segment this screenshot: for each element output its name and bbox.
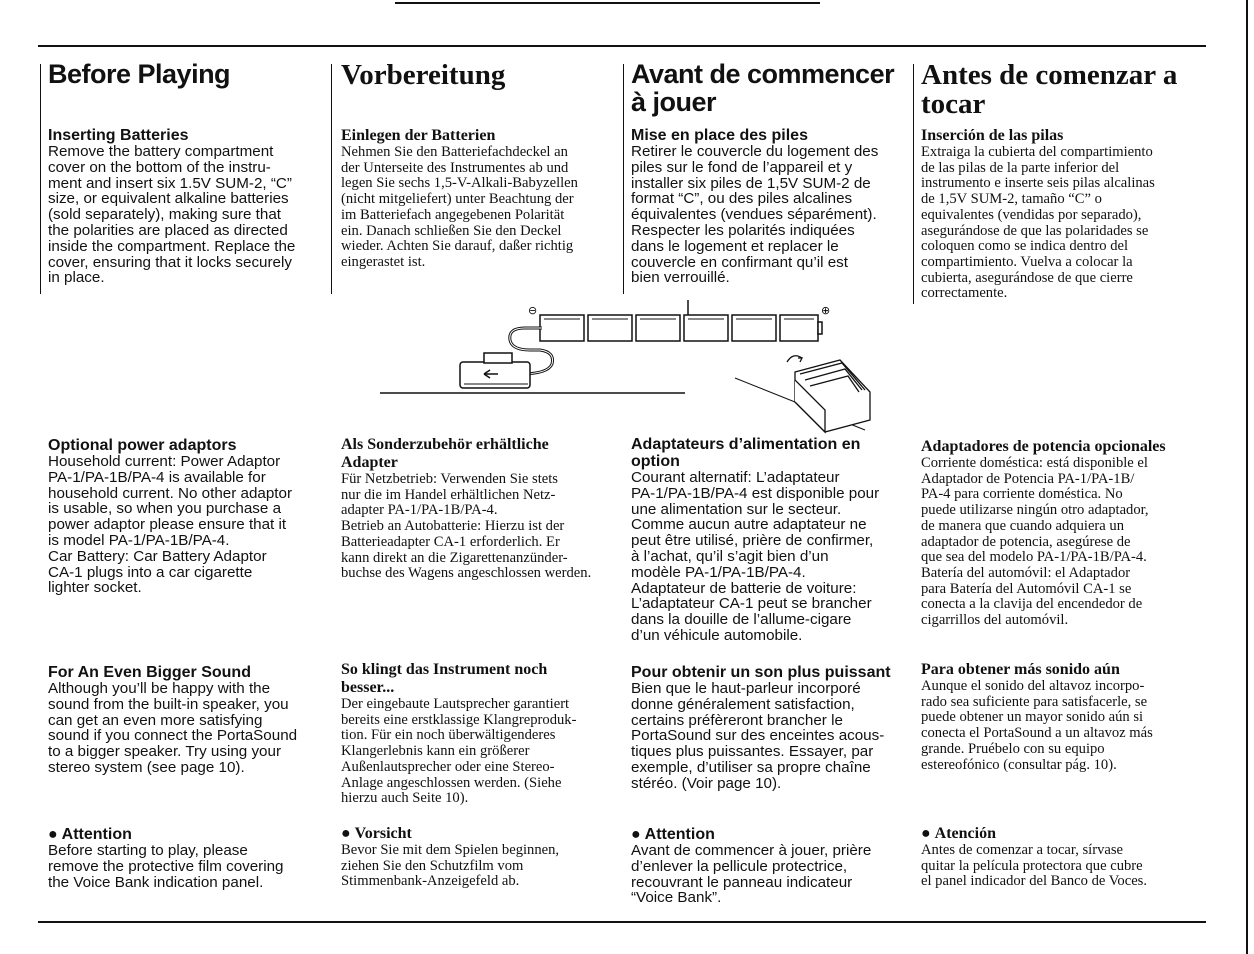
section-heading: Einlegen der Batterien <box>341 127 496 144</box>
top-short-rule <box>395 2 820 4</box>
column-german <box>341 60 621 900</box>
section-heading: Adaptadores de potencia opcionales <box>921 438 1166 455</box>
section-heading: Atención <box>934 825 996 842</box>
section-heading: Pour obtenir un son plus puissant <box>631 664 891 681</box>
battery-row <box>540 315 822 341</box>
bullet-icon: ● <box>48 826 58 843</box>
section-text: Corriente doméstica: está disponible el Adaptador de Potencia PA-1/PA-1B/ PA-4 para corriente doméstica. No puede utilizarse ningún otro adaptador, de manera que cuando adquiera un adaptador de potencia, asegúrese de que sea del modelo PA-1/PA-1B/PA-4. Batería del automóvil: el Adaptador para Batería del Automóvil CA-1 se conecta a la clavija del encendedor de cigarrillos del automóvil. <box>921 455 1149 629</box>
page-title: Before Playing <box>48 59 231 89</box>
section-text: Aunque el sonido del altavoz incorpo- rado sea suficiente para satisfacerle, se puede obtener un mayor sonido aún si conecta el PortaSound a un altavoz más grande. Pruébelo con su equipo estereofónico (consultar pág. 10). <box>921 678 1153 773</box>
bullet-icon: ● <box>341 825 351 842</box>
section-text: Der eingebaute Lautsprecher garantiert bereits eine erstklassige Klangreproduk- tion. Für ein noch überwältigenderes Klangerlebnis kann ein größerer Außenlautsprecher oder eine Stereo- Anlage angeschlossen werden. (Siehe hierzu auch Seite 10). <box>341 696 577 807</box>
column-divider-1 <box>40 64 41 294</box>
section-heading: Inserción de las pilas <box>921 127 1064 144</box>
column-french <box>631 59 911 907</box>
section-heading: Para obtener más sonido aún <box>921 661 1120 678</box>
section-text: Extraiga la cubierta del compartimiento de las pilas de la parte inferior del instrumento e inserte seis pilas alcalinas de 1,5V SUM-2, tamaño “C” o equivalentes (vendidas por separado), asegurándose de que las polaridades se coloquen como se indica dentro del compartimiento. Vuelva a colocar la cubierta, asegurándose de que cierre correctamente. <box>921 144 1155 302</box>
section-text: Für Netzbetrieb: Verwenden Sie stets nur die im Handel erhältlichen Netz- adapter PA-1/PA-1B/PA-4. Betrieb an Autobatterie: Hierzu ist der Batterieadapter CA-1 erforderlich. Er kann direkt an die Zigarettenanzünder- buchse des Wagens angeschlossen werden. <box>341 471 592 582</box>
bullet-icon: ● <box>921 825 931 842</box>
column-english <box>48 60 328 900</box>
column-divider-4 <box>913 64 914 304</box>
battery-diagram <box>380 300 880 435</box>
section-heading: Optional power adaptors <box>48 437 237 454</box>
section-heading: Attention <box>61 826 132 843</box>
page-title: Avant de commencer à jouer <box>631 59 895 117</box>
right-edge-rule <box>1246 0 1248 954</box>
column-spanish <box>921 60 1206 900</box>
section-heading: So klingt das Instrument noch besser... <box>341 661 548 696</box>
section-text: Before starting to play, please remove the protective film covering the Voice Bank indication panel. <box>48 842 284 891</box>
battery-compartment-sketch <box>787 356 870 432</box>
bullet-icon: ● <box>631 826 641 843</box>
bottom-rule <box>38 921 1206 923</box>
column-divider-2 <box>331 64 332 294</box>
plus-terminal-icon: ⊕ <box>821 304 831 317</box>
section-text: Although you’ll be happy with the sound from the built-in speaker, you can get an even more satisfying sound if you connect the PortaSound to a bigger speaker. Try using your stereo system (see page 10). <box>48 680 298 776</box>
section-heading: For An Even Bigger Sound <box>48 664 251 681</box>
battery-terminal <box>818 322 822 334</box>
page-title: Vorbereitung <box>341 59 506 91</box>
section-text: Courant alternatif: L’adaptateur PA-1/PA-1B/PA-4 est disponible pour une alimentation sur le secteur. Comme aucun autre adaptateur ne peut être utilisé, prière de confirmer, à l’achat, qu’il s’agit bien d’un modèle PA-1/PA-1B/PA-4. Adaptateur de batterie de voiture: L’adaptateur CA-1 peut se brancher dans la douille de l’allume-cigare d’un véhicule automobile. <box>631 469 880 644</box>
section-text: Avant de commencer à jouer, prière d’enlever la pellicule protectrice, recouvrant le panneau indicateur “Voice Bank”. <box>631 842 872 907</box>
section-heading: Inserting Batteries <box>48 127 189 144</box>
section-text: Bien que le haut-parleur incorporé donne généralement satisfaction, certains préfèreront brancher le PortaSound sur des enceintes acous- tiques plus puissantes. Essayer, par exemple, d’utiliser sa propre chaîne stéréo. (Voir page 10). <box>631 680 885 792</box>
section-text: Household current: Power Adaptor PA-1/PA-1B/PA-4 is available for household current. No other adaptor is usable, so when you purchase a power adaptor please ensure that it is model PA-1/PA-1B/PA-4. Car Battery: Car Battery Adaptor CA-1 plugs into a car cigarette lighter socket. <box>48 453 293 597</box>
section-heading: Als Sonderzubehör erhältliche Adapter <box>341 436 549 471</box>
section-heading: Adaptateurs d’alimentation en option <box>631 436 861 470</box>
section-heading: Mise en place des piles <box>631 127 808 144</box>
minus-terminal-icon: ⊖ <box>528 304 538 317</box>
column-divider-3 <box>623 64 624 294</box>
section-heading: Vorsicht <box>354 825 412 842</box>
section-text: Antes de comenzar a tocar, sírvase quitar la película protectora que cubre el panel indicador del Banco de Voces. <box>921 842 1147 890</box>
top-rule <box>38 45 1206 47</box>
power-adaptor-plug <box>460 353 530 388</box>
section-text: Nehmen Sie den Batteriefachdeckel an der Unterseite des Instrumentes ab und legen Sie sechs 1,5-V-Alkali-Babyzellen (nicht mitgeliefert) unter Beachtung der im Batteriefach angegebenen Polarität ein. Danach schließen Sie den Deckel wieder. Achten Sie darauf, daßer richtig eingerastet ist. <box>341 144 578 270</box>
section-text: Remove the battery compartment cover on the bottom of the instru- ment and insert six 1.5V SUM-2, “C” size, or equivalent alkaline batteries (sold separately), making sure that the polarities are placed as directed inside the compartment. Replace the cover, ensuring that it locks securely in place. <box>48 143 296 287</box>
page-title: Antes de comenzar a tocar <box>921 59 1178 120</box>
section-text: Retirer le couvercle du logement des piles sur le fond de l’appareil et y installer six piles de 1,5V SUM-2 de format “C”, ou des piles alcalines équivalentes (vendues séparément). Respecter les polarités indiquées dans le logement et replacer le couvercle en confirmant qu’il est bien verrouillé. <box>631 143 879 287</box>
section-text: Bevor Sie mit dem Spielen beginnen, ziehen Sie den Schutzfilm vom Stimmenbank-Anzeigefeld ab. <box>341 842 560 890</box>
section-heading: Attention <box>644 826 715 843</box>
